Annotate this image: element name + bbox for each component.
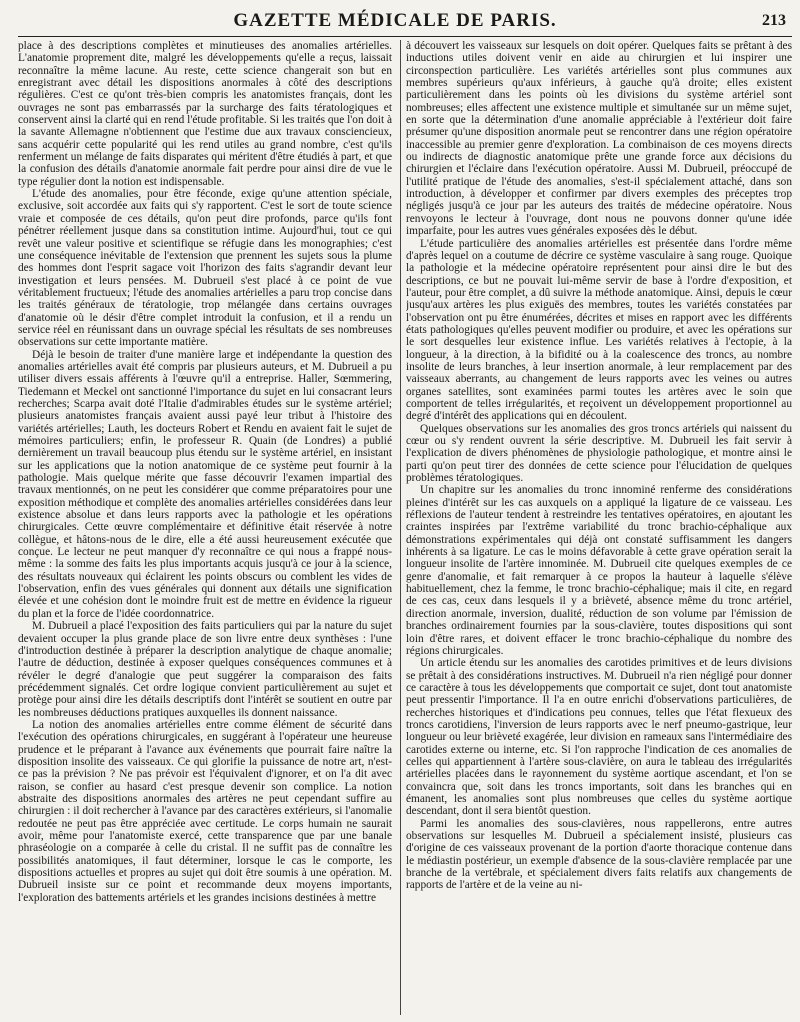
paragraph: Un article étendu sur les anomalies des carotides primitives et de leurs divisions se prêtait à des considérations instructives. M. Dubrueil n'a rien négligé pour donner ce caractère à tous les développements que comportait ce sujet, dont tout anatomiste peut pressentir l'importance. Il l'a en outre enrichi d'observations particulières, de recherches historiques et d'indications peu connues, telles que l'état flexueux des troncs carotidiens, l'inversion de leurs rapports avec le nerf pneumo-gastrique, leur longueur ou leur brièveté exagérée, leur division en rameaux sans l'intermédiaire des carotides externe ou interne, etc. Si l'on rapproche l'indication de ces anomalies de celles qui appartiennent à l'artère sous-clavière, on aura le tableau des irrégularités artérielles placées dans le rayonnement du système aortique ascendant, et l'on se convaincra que, soit dans les troncs importants, soit dans les branches qui en émanent, les anomalies sont plus nombreuses que celles du système aortique descendant, dont il sera bientôt question. — [406, 657, 792, 818]
paragraph: à découvert les vaisseaux sur lesquels on doit opérer. Quelques faits se prêtant à des inductions utiles doivent venir en aide au chirurgien et lui inspirer une circonspection particulière. Les variétés artérielles sont plus communes aux membres supérieurs qu'aux inférieurs, à gauche qu'à droite; elles existent particulièrement dans les points où les divisions du système artériel sont nombreuses; elles affectent une existence multiple et simultanée sur un même sujet, en sorte que la détermination d'une anomalie appréciable à l'extérieur doit faire présumer qu'une disposition anormale peut se rencontrer dans une région opératoire inaccessible au premier genre d'exploration. La combinaison de ces moyens directs ou indirects de diagnostic anatomique prête une grande force aux décisions du chirurgien et l'éclaire dans l'exécution opératoire. Aussi M. Dubrueil, préoccupé de l'utilité pratique de l'étude des anomalies, s'est-il spécialement attaché, dans son introduction, à développer et confirmer par divers exemples des préceptes trop négligés jusqu'à ce jour par les auteurs des traités de médecine opératoire. Nous renvoyons le lecteur à l'ouvrage, dont nous ne pouvons donner qu'une idée imparfaite, pour les autres vues générales exposées dès le début. — [406, 40, 792, 238]
paragraph: L'étude des anomalies, pour être féconde, exige qu'une attention spéciale, exclusive, soit accordée aux faits qui s'y rapportent. C'est le sort de toute science vraie et composée de ces détails, qu'on peut dire profonds, parce qu'ils font pénétrer réellement jusque dans sa constitution intime. Aujourd'hui, tout ce qui revêt une valeur positive et scientifique se réfugie dans les monographies; c'est une conséquence inévitable de l'extension que prennent les sujets sous la plume des hommes dont l'esprit sagace voit l'horizon des faits s'agrandir devant leur investigation et leurs pensées. M. Dubrueil s'est placé à ce point de vue véritablement fructueux; l'étude des anomalies artérielles a paru trop concise dans les traités généraux de tératologie, trop mélangée dans certains ouvrages d'anatomie où le désir d'être complet introduit la confusion, et il a rendu un service réel en réunissant dans un ouvrage spécial les résultats de ses nombreuses observations sur cette importante matière. — [18, 188, 392, 349]
paragraph: place à des descriptions complètes et minutieuses des anomalies artérielles. L'anatomie proprement dite, malgré les développements qu'elle a reçus, laissait reconnaître la même lacune. Au reste, cette science changerait son but en enregistrant avec détail les dispositions anormales à côté des descriptions régulières. C'est ce qu'ont très-bien compris les anatomistes français, dont les ouvrages ne sont pas embarrassés par la surcharge des faits tératologiques et conservent ainsi la clarté qui en rend l'étude profitable. Si les traités que l'on doit à la savante Allemagne n'obtiennent que l'estime due aux travaux consciencieux, sans acquérir cette popularité qui les rend utiles au grand nombre, c'est qu'ils renferment un mélange de faits disparates qui méritent d'être étudiés à part, et que la confusion des détails d'anatomie anormale fait perdre pour ainsi dire de vue le type régulier dont la notion est indispensable. — [18, 40, 392, 188]
right-column — [406, 40, 792, 1018]
paragraph: Un chapitre sur les anomalies du tronc innominé renferme des considérations pleines d'intérêt sur les cas auxquels on a appliqué la ligature de ce vaisseau. Les réflexions de l'auteur tendent à restreindre les tentatives opératoires, en ajoutant les craintes inspirées par l'extrême variabilité du tronc brachio-céphalique aux démonstrations expérimentales qui déjà ont constaté suffisamment les dangers inhérents à sa ligature. Le cas le moins défavorable à cette grave opération serait la longueur insolite de l'artère innominée. M. Dubrueil cite quelques exemples de ce genre d'anomalie, et fait remarquer à ce propos la hauteur à laquelle s'élève habituellement, chez la femme, le tronc brachio-céphalique; mais il cite, en regard de ces cas, ceux dans lesquels il y a brièveté, absence même du tronc artériel, direction anormale, inversion, dualité, réduction de son volume par l'émission de branches ordinairement fournies par la sous-clavière, toutes dispositions qui sont loin d'être rares, et doivent effacer le tronc brachio-céphalique du nombre des régions chirurgicales. — [406, 484, 792, 657]
page-header — [0, 6, 800, 36]
header-rule — [18, 36, 792, 37]
left-column — [18, 40, 392, 1018]
paragraph: Parmi les anomalies des sous-clavières, nous rappellerons, entre autres observations sur lesquelles M. Dubrueil a spécialement insisté, plusieurs cas d'origine de ces vaisseaux provenant de la portion d'aorte thoracique contenue dans le médiastin postérieur, un exemple d'absence de la sous-clavière remplacée par une branche de la vertébrale, et spécialement divers faits relatifs aux changements de rapports de l'artère et de la veine au ni- — [406, 817, 792, 892]
paragraph: Déjà le besoin de traiter d'une manière large et indépendante la question des anomalies artérielles avait été compris par plusieurs auteurs, et M. Dubrueil a pu utiliser divers essais afférents à l'œuvre qu'il a entreprise. Haller, Sœmmering, Tiedemann et Meckel ont sanctionné l'importance du sujet en lui consacrant leurs recherches; Scarpa avait doté l'Italie d'admirables études sur le système artériel; plusieurs anatomistes français avaient aussi payé leur tribut à l'histoire des variétés artérielles; Lauth, les docteurs Robert et Rendu en avaient fait le sujet de mémoires particuliers; enfin, le professeur R. Quain (de Londres) a publié dernièrement un travail beaucoup plus étendu sur le système artériel, en insistant sur les applications que la notion anatomique de ce système peut fournir à la pathologie. Mais quelque mérite que fasse découvrir l'examen impartial des travaux mentionnés, on ne peut les considérer que comme préparatoires pour une exposition méthodique et complète des anomalies artérielles considérées dans leur existence absolue et dans leurs rapports avec la pathologie et les opérations chirurgicales. Cette œuvre complémentaire et définitive était réservée à notre collègue, et hâtons-nous de le dire, elle a été aussi heureusement exécutée que conçue. Le lecteur ne peut manquer d'y reconnaître ce qui nous a frappé nous-même : la somme des faits les plus importants acquis jusqu'à ce jour à la science, des résultats nouveaux qui éclairent les points obscurs ou comblent les vides de l'observation, enfin des vues générales qui donnent aux détails une signification élevée et une cohésion dont le moindre fruit est de mettre en évidence la rigueur du plan et la force de l'idée coordonnatrice. — [18, 348, 392, 620]
paragraph: La notion des anomalies artérielles entre comme élément de sécurité dans l'exécution des opérations chirurgicales, en suggérant à l'opérateur une heureuse prudence et le préparant à l'avance aux événements que pourrait faire naître la disposition insolite des vaisseaux. Ce qui glorifie la puissance de notre art, n'est-ce pas la prévision ? Ne pas prévoir est l'équivalent d'ignorer, et on l'a dit avec raison, se confier au hasard c'est presque devenir son complice. La notion abstraite des dispositions anormales des artères ne peut cependant suffire au chirurgien : il doit rechercher à l'avance par des caractères extérieurs, si l'anomalie redoutée ne peut pas être appréciée avec certitude. Le corps humain ne saurait avoir, même pour l'anatomiste exercé, cette transparence que par une banale phraséologie on a comparée à celle du cristal. Il ne suffit pas de connaître les possibilités anatomiques, il faut déterminer, lorsque le cas le comporte, les dispositions actuelles et propres au sujet qui doit être soumis à une opération. M. Dubrueil insiste sur ce point et recommande deux moyens importants, l'exploration des battements artériels et les grandes incisions destinées à mettre — [18, 718, 392, 904]
paragraph: L'étude particulière des anomalies artérielles est présentée dans l'ordre même d'après lequel on a coutume de décrire ce système vasculaire à sang rouge. Quoique la pathologie et la médecine opératoire représentent pour ainsi dire le but des descriptions, ce but ne pouvait lui-même servir de base à l'ordre d'exposition, et l'auteur, pour être complet, a dû suivre la méthode anatomique. Ainsi, depuis le cœur jusqu'aux artères les plus exiguës des membres, toutes les variétés constatées par l'observation ont pu être énumérées, décrites et mises en rapport avec les différents états pathologiques qu'elles peuvent modifier ou produire, et avec les opérations sur le sort desquelles leur existence influe. Les variétés relatives à l'ectopie, à la longueur, à la direction, à la bifidité ou à la coalescence des troncs, au nombre insolite de leurs branches, à leur insertion anormale, à leur remplacement par des vaisseaux aberrants, au changement de leurs rapports avec les veines ou autres organes satellites, sont examinées parmi toutes les artères avec le soin que comportent de telles irrégularités, et reçoivent un développement proportionnel au degré d'intérêt des applications qui en découlent. — [406, 237, 792, 423]
page-number: 213 — [762, 12, 786, 29]
journal-title: GAZETTE MÉDICALE DE PARIS. — [233, 10, 557, 31]
paragraph: M. Dubrueil a placé l'exposition des faits particuliers qui par la nature du sujet devaient occuper la plus grande place de son livre entre deux synthèses : l'une d'introduction destinée à préparer la description analytique de chaque anomalie; l'autre de déduction, destinée à exposer quelques conséquences communes et à révéler le degré d'analogie que peut suggérer la comparaison des faits précédemment signalés. Cet ordre logique convient particulièrement au sujet et protège pour ainsi dire les détails descriptifs dont l'intérêt se soutient en outre par les nombreuses déductions pratiques auxquelles ils donnent naissance. — [18, 620, 392, 719]
column-divider — [400, 40, 401, 1015]
paragraph: Quelques observations sur les anomalies des gros troncs artériels qui naissent du cœur ou s'y rendent ouvrent la série descriptive. M. Dubrueil les fait servir à l'explication de divers phénomènes de physiologie pathologique, et montre ainsi le parti qu'on peut tirer des données de cette science pour l'élucidation de quelques problèmes tératologiques. — [406, 422, 792, 485]
